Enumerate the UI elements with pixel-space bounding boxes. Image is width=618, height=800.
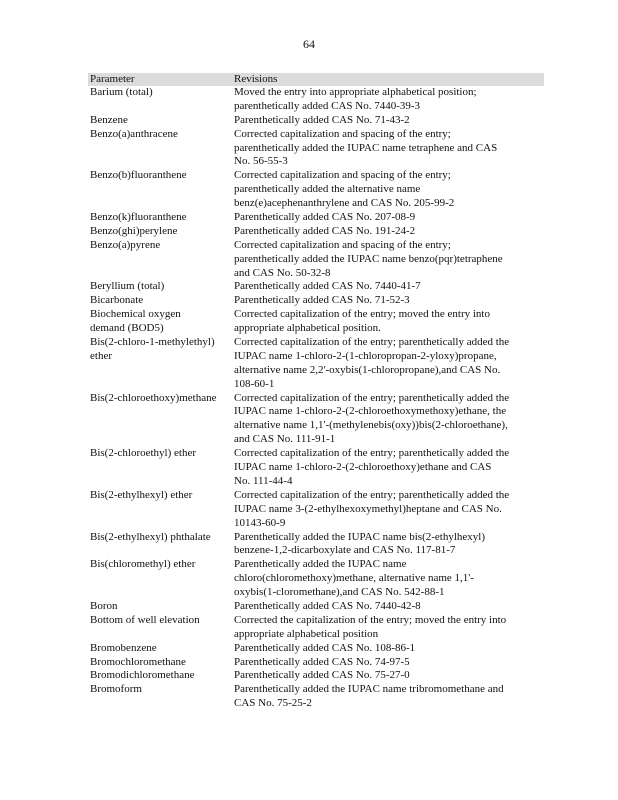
parameter-line: Bis(chloromethyl) ether [90,558,196,571]
parameter-line: Bromodichloromethane [90,669,195,682]
revision-line: Parenthetically added CAS No. 75-27-0 [234,669,410,682]
table-row [88,308,544,336]
revisions-cell [234,600,534,614]
revisions-cell [234,86,534,114]
revision-line: IUPAC name 3-(2-ethylhexoxymethyl)heptane and CAS No. [234,502,502,515]
parameter-line: Benzene [90,113,128,126]
parameter-cell [88,225,234,239]
table-row [88,239,544,281]
revision-line: Parenthetically added the IUPAC name tribromomethane and [234,683,504,696]
revisions-cell [234,392,534,448]
header-parameter: Parameter [90,73,135,85]
parameter-line: Barium (total) [90,86,153,98]
parameter-cell [88,683,234,711]
parameter-cell [88,558,234,600]
parameter-cell [88,600,234,614]
table-row [88,656,544,670]
revision-line: CAS No. 75-25-2 [234,697,312,710]
revisions-cell [234,225,534,239]
revision-line: Corrected capitalization of the entry; moved the entry into [234,308,490,321]
revisions-cell [234,683,534,711]
parameter-line: Bicarbonate [90,294,144,307]
parameter-line: Benzo(b)fluoranthene [90,169,187,182]
revisions-cell [234,308,534,336]
parameter-cell [88,114,234,128]
revisions-cell [234,558,534,600]
parameter-line: Benzo(ghi)perylene [90,224,178,237]
revision-line: Corrected capitalization of the entry; parenthetically added the [234,488,510,501]
parameter-line: Benzo(a)pyrene [90,238,161,251]
parameter-line: Bromoform [90,683,142,696]
parameter-line: Bis(2-chloro-1-methylethyl) [90,336,215,349]
revision-line: benz(e)acephenanthrylene and CAS No. 205-99-2 [234,197,455,210]
parameter-cell [88,489,234,531]
revision-line: Parenthetically added CAS No. 191-24-2 [234,224,416,237]
revision-line: parenthetically added the alternative name [234,183,421,196]
parameter-line: Bis(2-chloroethyl) ether [90,447,196,460]
revision-line: and CAS No. 50-32-8 [234,266,331,279]
revision-line: Parenthetically added CAS No. 7440-41-7 [234,280,421,293]
revision-line: No. 111-44-4 [234,474,293,487]
revision-line: Parenthetically added CAS No. 207-08-9 [234,211,416,224]
parameter-cell [88,239,234,281]
revision-line: Corrected the capitalization of the entry; moved the entry into [234,613,507,626]
revision-line: No. 56-55-3 [234,155,288,168]
revisions-cell [234,239,534,281]
revision-line: 10143-60-9 [234,516,286,529]
table-row [88,211,544,225]
parameter-line: Benzo(a)anthracene [90,127,178,140]
revisions-cell [234,211,534,225]
revision-line: chloro(chloromethoxy)methane, alternative name 1,1'- [234,572,474,585]
table-header [88,73,544,86]
revisions-cell [234,128,534,170]
revision-line: 108-60-1 [234,377,275,390]
revisions-cell [234,656,534,670]
revision-line: and CAS No. 111-91-1 [234,433,336,446]
revision-line: Corrected capitalization of the entry; parenthetically added the [234,391,510,404]
table-row [88,600,544,614]
revision-line: Moved the entry into appropriate alphabetical position; [234,86,477,98]
revisions-cell [234,336,534,392]
table-row [88,683,544,711]
revisions-cell [234,642,534,656]
parameter-line: Bis(2-ethylhexyl) ether [90,488,193,501]
table-row [88,225,544,239]
table-row [88,294,544,308]
revision-line: IUPAC name 1-chloro-2-(2-chloroethoxy)ethane and CAS [234,461,492,474]
revisions-cell [234,169,534,211]
revision-line: oxybis(1-cloromethane),and CAS No. 542-88-1 [234,586,445,599]
table-row [88,642,544,656]
revision-line: alternative name 1,1'-(methylenebis(oxy))bis(2-chloroethane), [234,419,508,432]
revision-line: appropriate alphabetical position [234,627,379,640]
parameter-cell [88,392,234,448]
parameter-cell [88,308,234,336]
parameter-cell [88,128,234,170]
table-row [88,336,544,392]
header-revisions: Revisions [234,73,278,85]
parameter-cell [88,447,234,489]
revisions-table [88,73,544,711]
revisions-cell [234,447,534,489]
revisions-cell [234,614,534,642]
revision-line: Parenthetically added CAS No. 71-43-2 [234,113,410,126]
revision-line: Corrected capitalization and spacing of the entry; [234,169,451,182]
revision-line: Parenthetically added CAS No. 108-86-1 [234,641,416,654]
revision-line: Corrected capitalization and spacing of the entry; [234,238,451,251]
revisions-cell [234,531,534,559]
revision-line: Parenthetically added the IUPAC name [234,558,407,571]
parameter-cell [88,280,234,294]
parameter-line: Beryllium (total) [90,280,165,293]
parameter-line: Bottom of well elevation [90,613,200,626]
parameter-line: ether [90,349,112,362]
table-row [88,280,544,294]
revision-line: parenthetically added the IUPAC name tetraphene and CAS [234,141,498,154]
revision-line: Corrected capitalization of the entry; parenthetically added the [234,447,510,460]
parameter-cell [88,656,234,670]
parameter-line: Bromochloromethane [90,655,186,668]
page-number: 64 [303,37,315,51]
parameter-line: demand (BOD5) [90,322,164,335]
parameter-cell [88,614,234,642]
revision-line: IUPAC name 1-chloro-2-(2-chloroethoxymethoxy)ethane, the [234,405,507,418]
revision-line: Corrected capitalization and spacing of the entry; [234,127,451,140]
parameter-line: Boron [90,599,118,612]
revision-line: benzene-1,2-dicarboxylate and CAS No. 117-81-7 [234,544,456,557]
table-row [88,392,544,448]
parameter-line: Biochemical oxygen [90,308,181,321]
table-row [88,169,544,211]
revision-line: alternative name 2,2'-oxybis(1-chloropropane),and CAS No. [234,363,501,376]
revision-line: Parenthetically added the IUPAC name bis(2-ethylhexyl) [234,530,486,543]
revisions-cell [234,669,534,683]
parameter-cell [88,169,234,211]
revisions-cell [234,489,534,531]
revision-line: Corrected capitalization of the entry; parenthetically added the [234,336,510,349]
revision-line: Parenthetically added CAS No. 74-97-5 [234,655,410,668]
table-row [88,86,544,114]
revision-line: Parenthetically added CAS No. 7440-42-8 [234,599,421,612]
parameter-line: Bis(2-chloroethoxy)methane [90,391,217,404]
parameter-cell [88,336,234,392]
revision-line: IUPAC name 1-chloro-2-(1-chloropropan-2-yloxy)propane, [234,349,497,362]
parameter-line: Benzo(k)fluoranthene [90,211,187,224]
revision-line: Parenthetically added CAS No. 71-52-3 [234,294,410,307]
table-row [88,531,544,559]
parameter-cell [88,86,234,114]
table-row [88,614,544,642]
table-row [88,558,544,600]
parameter-cell [88,211,234,225]
table-row [88,128,544,170]
table-row [88,489,544,531]
revision-line: parenthetically added CAS No. 7440-39-3 [234,99,421,112]
revisions-cell [234,114,534,128]
parameter-cell [88,669,234,683]
parameter-line: Bromobenzene [90,641,157,654]
parameter-cell [88,294,234,308]
table-body [88,86,544,711]
revision-line: appropriate alphabetical position. [234,322,381,335]
parameter-cell [88,531,234,559]
table-row [88,447,544,489]
revision-line: parenthetically added the IUPAC name benzo(pqr)tetraphene [234,252,503,265]
revisions-cell [234,294,534,308]
table-row [88,669,544,683]
parameter-line: Bis(2-ethylhexyl) phthalate [90,530,211,543]
table-row [88,114,544,128]
parameter-cell [88,642,234,656]
revisions-cell [234,280,534,294]
